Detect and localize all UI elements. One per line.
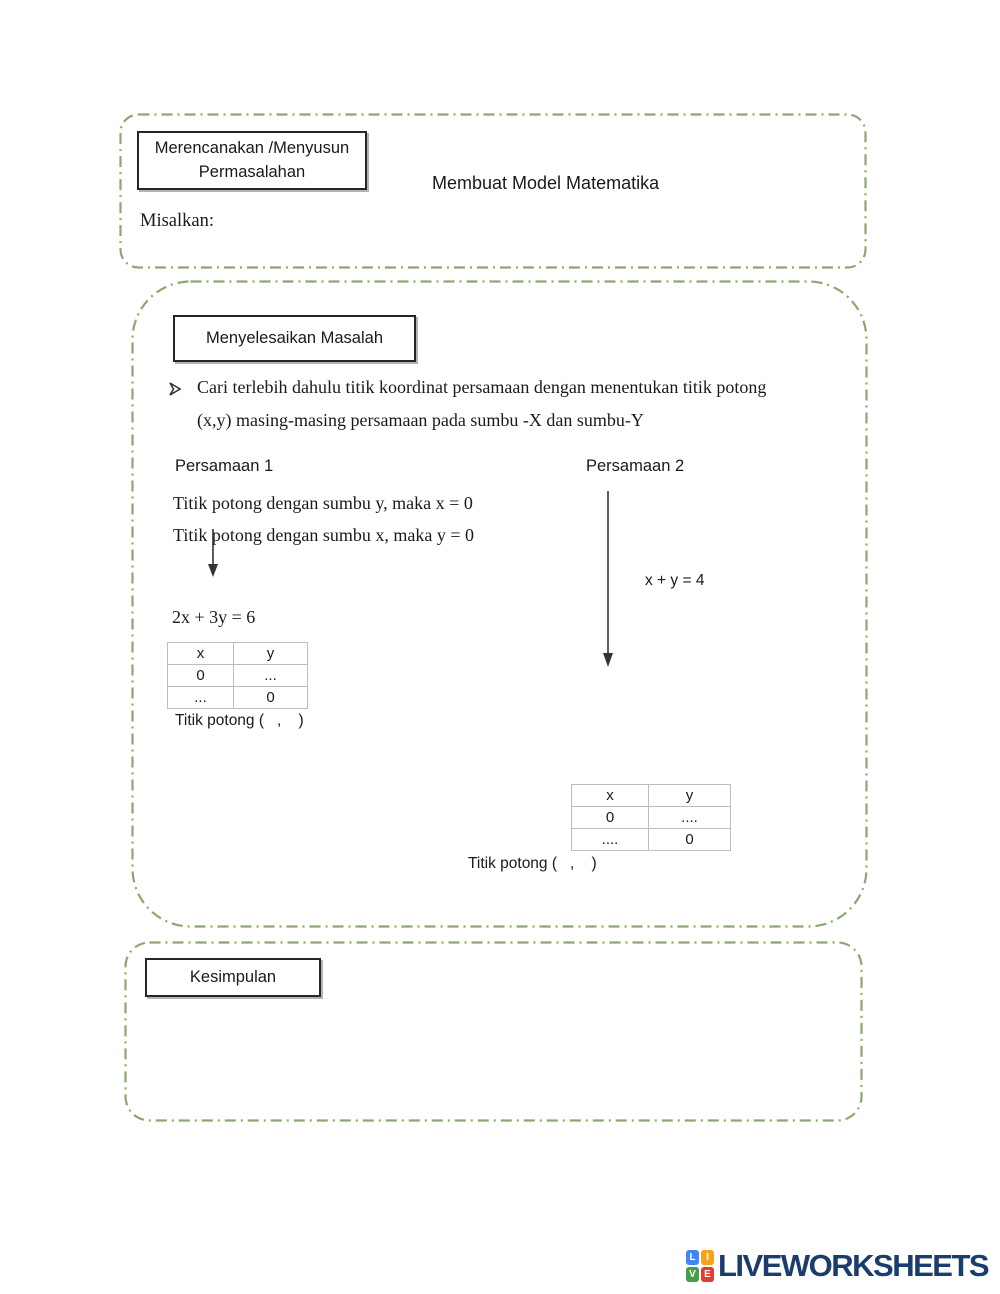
down-arrow-icon xyxy=(205,529,221,578)
logo-tile-i: I xyxy=(701,1250,714,1265)
label-menyelesaikan-text: Menyelesaikan Masalah xyxy=(205,328,383,347)
table1-header-x: x xyxy=(168,643,234,665)
label-menyelesaikan xyxy=(173,315,416,362)
table-row xyxy=(168,687,308,709)
label-merencanakan xyxy=(137,131,367,190)
right-arrowhead-icon xyxy=(168,382,183,396)
persamaan2-equation: x + y = 4 xyxy=(645,572,705,589)
table2-header-x: x xyxy=(572,785,649,807)
table2-header-y: y xyxy=(649,785,731,807)
table1-cell: 0 xyxy=(168,665,234,687)
label-kesimpulan-text: Kesimpulan xyxy=(189,967,277,986)
table1-cell: 0 xyxy=(234,687,308,709)
persamaan2-titik-potong: Titik potong ( , ) xyxy=(468,855,597,872)
persamaan2-table xyxy=(571,784,731,851)
misalkan-text: Misalkan: xyxy=(140,211,214,231)
bullet-text-line2: (x,y) masing-masing persamaan pada sumbu -X dan sumbu-Y xyxy=(197,410,644,430)
persamaan1-rule-x: Titik potong dengan sumbu x, maka y = 0 xyxy=(173,525,474,545)
table2-cell-blank: .... xyxy=(649,807,731,829)
table-row xyxy=(572,829,731,851)
table1-header-y: y xyxy=(234,643,308,665)
label-merencanakan-line1: Merencanakan /Menyusun xyxy=(154,138,350,157)
label-merencanakan-line2: Permasalahan xyxy=(198,162,306,181)
table-row xyxy=(572,807,731,829)
liveworksheets-tiles-icon xyxy=(686,1250,714,1282)
logo-tile-v: V xyxy=(686,1267,699,1282)
table2-cell: 0 xyxy=(649,829,731,851)
table-row xyxy=(168,665,308,687)
persamaan1-equation: 2x + 3y = 6 xyxy=(172,607,256,627)
persamaan2-heading: Persamaan 2 xyxy=(586,457,685,475)
title-membuat-model: Membuat Model Matematika xyxy=(432,173,660,193)
persamaan1-heading: Persamaan 1 xyxy=(175,457,274,475)
persamaan1-titik-potong: Titik potong ( , ) xyxy=(175,712,304,729)
persamaan1-rule-y: Titik potong dengan sumbu y, maka x = 0 xyxy=(173,493,473,513)
table2-cell-blank: .... xyxy=(572,829,649,851)
down-arrow-icon xyxy=(600,491,616,668)
table-row xyxy=(168,643,308,665)
logo-wordmark: LIVEWORKSHEETS xyxy=(718,1248,989,1283)
table1-cell-blank: ... xyxy=(168,687,234,709)
table-row xyxy=(572,785,731,807)
persamaan1-table xyxy=(167,642,308,709)
label-kesimpulan xyxy=(145,958,321,997)
liveworksheets-logo xyxy=(686,1248,988,1284)
logo-tile-l: L xyxy=(686,1250,699,1265)
bullet-text-line1: Cari terlebih dahulu titik koordinat persamaan dengan menentukan titik potong xyxy=(197,377,767,397)
table1-cell-blank: ... xyxy=(234,665,308,687)
logo-tile-e: E xyxy=(701,1267,714,1282)
table2-cell: 0 xyxy=(572,807,649,829)
